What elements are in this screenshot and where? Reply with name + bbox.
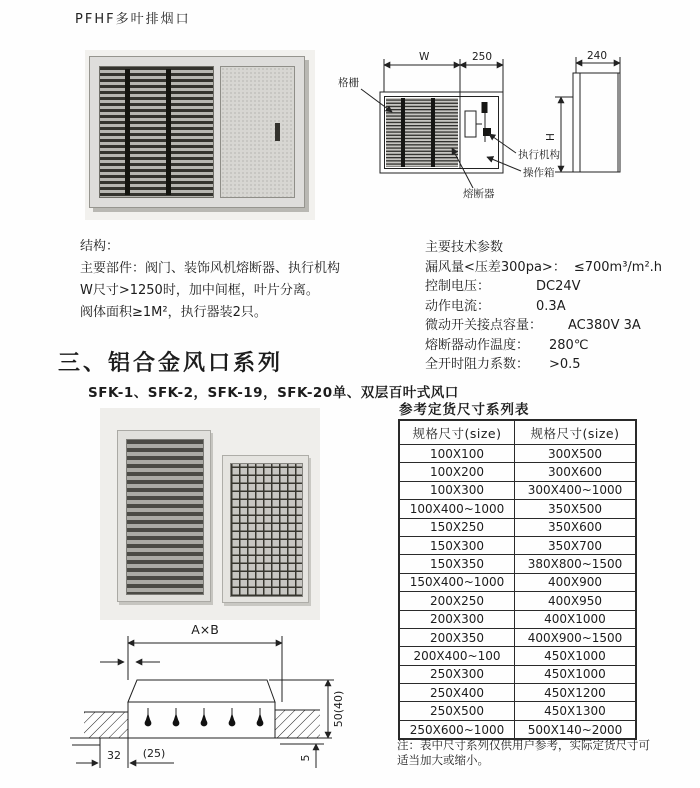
tech-param-label: 漏风量<压差300pa>： bbox=[425, 259, 566, 275]
table-row bbox=[399, 702, 636, 720]
tech-param-value: AC380V 3A bbox=[568, 318, 641, 333]
size-cell: 250X300 bbox=[399, 665, 515, 683]
structure-section bbox=[80, 236, 420, 324]
size-cell: 400X900~1500 bbox=[515, 628, 637, 646]
table-row bbox=[399, 573, 636, 591]
size-cell: 200X250 bbox=[399, 592, 515, 610]
grille-label: 格栅 bbox=[338, 77, 359, 89]
structure-line: W尺寸>1250时，加中间框，叶片分离。 bbox=[80, 283, 319, 298]
size-cell: 150X300 bbox=[399, 536, 515, 554]
table-row bbox=[399, 536, 636, 554]
size-cell: 300X400~1000 bbox=[515, 481, 637, 499]
tech-param-value: >0.5 bbox=[549, 357, 581, 372]
eggcrate-grid-image bbox=[230, 463, 303, 597]
size-cell: 150X250 bbox=[399, 518, 515, 536]
dim-w-label: W bbox=[419, 51, 430, 63]
section-subheading: SFK-1、SFK-2，SFK-19，SFK-20单、双层百叶式风口 bbox=[88, 385, 459, 401]
size-cell: 380X800~1500 bbox=[515, 555, 637, 573]
table-row bbox=[399, 445, 636, 463]
size-cell: 400X900 bbox=[515, 573, 637, 591]
page-title: PFHF多叶排烟口 bbox=[75, 12, 191, 27]
louver-grille-photo bbox=[117, 430, 211, 602]
size-cell: 350X500 bbox=[515, 500, 637, 518]
dim-50-label: 50(40) bbox=[332, 690, 345, 728]
structure-line: 主要部件：阀门、装饰风机熔断器、执行机构 bbox=[80, 261, 341, 276]
access-panel-image bbox=[220, 66, 295, 198]
size-cell: 100X300 bbox=[399, 481, 515, 499]
size-table-header-row bbox=[399, 420, 636, 445]
grille-photos bbox=[100, 408, 320, 620]
size-column-header: 规格尺寸(size) bbox=[515, 420, 637, 445]
structure-line: 阀体面积≥1M²，执行器装2只。 bbox=[80, 305, 267, 320]
tech-param-value: 0.3A bbox=[536, 298, 566, 314]
hatch-right bbox=[275, 710, 320, 738]
louver-bar bbox=[125, 69, 130, 195]
product-photo-pfhf bbox=[85, 50, 315, 220]
size-cell: 400X1000 bbox=[515, 610, 637, 628]
tech-param-label: 熔断器动作温度： bbox=[425, 337, 530, 353]
tech-param-row bbox=[425, 355, 693, 375]
dim-25-label: (25) bbox=[142, 747, 166, 760]
dim-240-label: 240 bbox=[587, 50, 608, 62]
dim-250-label: 250 bbox=[472, 51, 493, 63]
table-row bbox=[399, 610, 636, 628]
table-row bbox=[399, 628, 636, 646]
size-table-note: 注：表中尺寸系列仅供用户参考，实际定货尺寸可适当加大或缩小。 bbox=[397, 738, 650, 767]
table-row bbox=[399, 518, 636, 536]
tech-param-row bbox=[425, 336, 693, 356]
tech-params-title: 主要技术参数 bbox=[425, 240, 504, 255]
tech-param-label: 微动开关接点容量： bbox=[425, 318, 543, 333]
size-cell: 500X140~2000 bbox=[515, 720, 637, 739]
size-cell: 450X1000 bbox=[515, 665, 637, 683]
table-row bbox=[399, 555, 636, 573]
table-row bbox=[399, 481, 636, 499]
louver-bar bbox=[166, 69, 171, 195]
actuator-label: 执行机构 bbox=[518, 149, 560, 161]
tech-param-row bbox=[425, 258, 693, 278]
louver-section-image bbox=[99, 66, 214, 198]
size-cell: 450X1300 bbox=[515, 702, 637, 720]
dim-32-label: 32 bbox=[107, 749, 121, 762]
dim-axb-label: A×B bbox=[191, 622, 219, 637]
tech-param-row bbox=[425, 277, 693, 297]
size-cell: 200X350 bbox=[399, 628, 515, 646]
louver-area bbox=[386, 98, 458, 167]
size-cell: 200X400~100 bbox=[399, 647, 515, 665]
control-box-label: 操作箱 bbox=[523, 167, 555, 179]
tech-param-value: DC24V bbox=[536, 279, 581, 294]
hatch-left bbox=[84, 712, 128, 738]
tech-params-rows bbox=[425, 258, 693, 375]
size-cell: 350X700 bbox=[515, 536, 637, 554]
size-cell: 350X600 bbox=[515, 518, 637, 536]
fuse-label: 熔断器 bbox=[463, 188, 495, 200]
size-cell: 300X500 bbox=[515, 445, 637, 463]
size-table-container bbox=[398, 419, 637, 740]
size-cell: 300X600 bbox=[515, 463, 637, 481]
size-cell: 250X600~1000 bbox=[399, 720, 515, 739]
tech-param-value: ≤700m³/m².h bbox=[573, 259, 663, 275]
louver-fins-image bbox=[126, 439, 204, 595]
size-cell: 150X400~1000 bbox=[399, 573, 515, 591]
size-cell: 150X350 bbox=[399, 555, 515, 573]
table-row bbox=[399, 463, 636, 481]
tech-param-label: 全开时阻力系数： bbox=[425, 357, 530, 372]
dim-h-label: H bbox=[545, 133, 557, 141]
size-cell: 450X1000 bbox=[515, 647, 637, 665]
dim-5-label: 5 bbox=[299, 754, 312, 762]
dimension-diagram bbox=[335, 45, 700, 220]
structure-line: 结构： bbox=[80, 239, 120, 254]
size-table bbox=[398, 419, 637, 740]
tech-param-row bbox=[425, 297, 693, 317]
size-cell: 100X100 bbox=[399, 445, 515, 463]
cross-section-diagram bbox=[70, 618, 390, 788]
size-table-body bbox=[399, 445, 636, 740]
tech-params-section bbox=[425, 238, 693, 375]
table-row bbox=[399, 500, 636, 518]
eggcrate-grille-photo bbox=[222, 455, 309, 603]
size-cell: 100X200 bbox=[399, 463, 515, 481]
size-cell: 200X300 bbox=[399, 610, 515, 628]
size-cell: 450X1200 bbox=[515, 684, 637, 702]
table-row bbox=[399, 720, 636, 739]
table-row bbox=[399, 684, 636, 702]
tech-param-label: 控制电压： bbox=[425, 279, 491, 294]
size-table-title: 参考定货尺寸系列表 bbox=[399, 402, 530, 418]
size-cell: 100X400~1000 bbox=[399, 500, 515, 518]
tech-param-value: 280℃ bbox=[549, 337, 589, 353]
size-column-header: 规格尺寸(size) bbox=[399, 420, 515, 445]
table-row bbox=[399, 647, 636, 665]
louver-blade-arrows bbox=[145, 708, 264, 726]
size-cell: 400X950 bbox=[515, 592, 637, 610]
vent-unit-image bbox=[89, 56, 305, 208]
section-heading: 三、铝合金风口系列 bbox=[58, 351, 284, 376]
tech-param-row bbox=[425, 316, 693, 336]
size-cell: 250X400 bbox=[399, 684, 515, 702]
table-row bbox=[399, 665, 636, 683]
panel-handle bbox=[275, 123, 280, 141]
table-row bbox=[399, 592, 636, 610]
size-cell: 250X500 bbox=[399, 702, 515, 720]
tech-param-label: 动作电流： bbox=[425, 298, 491, 314]
